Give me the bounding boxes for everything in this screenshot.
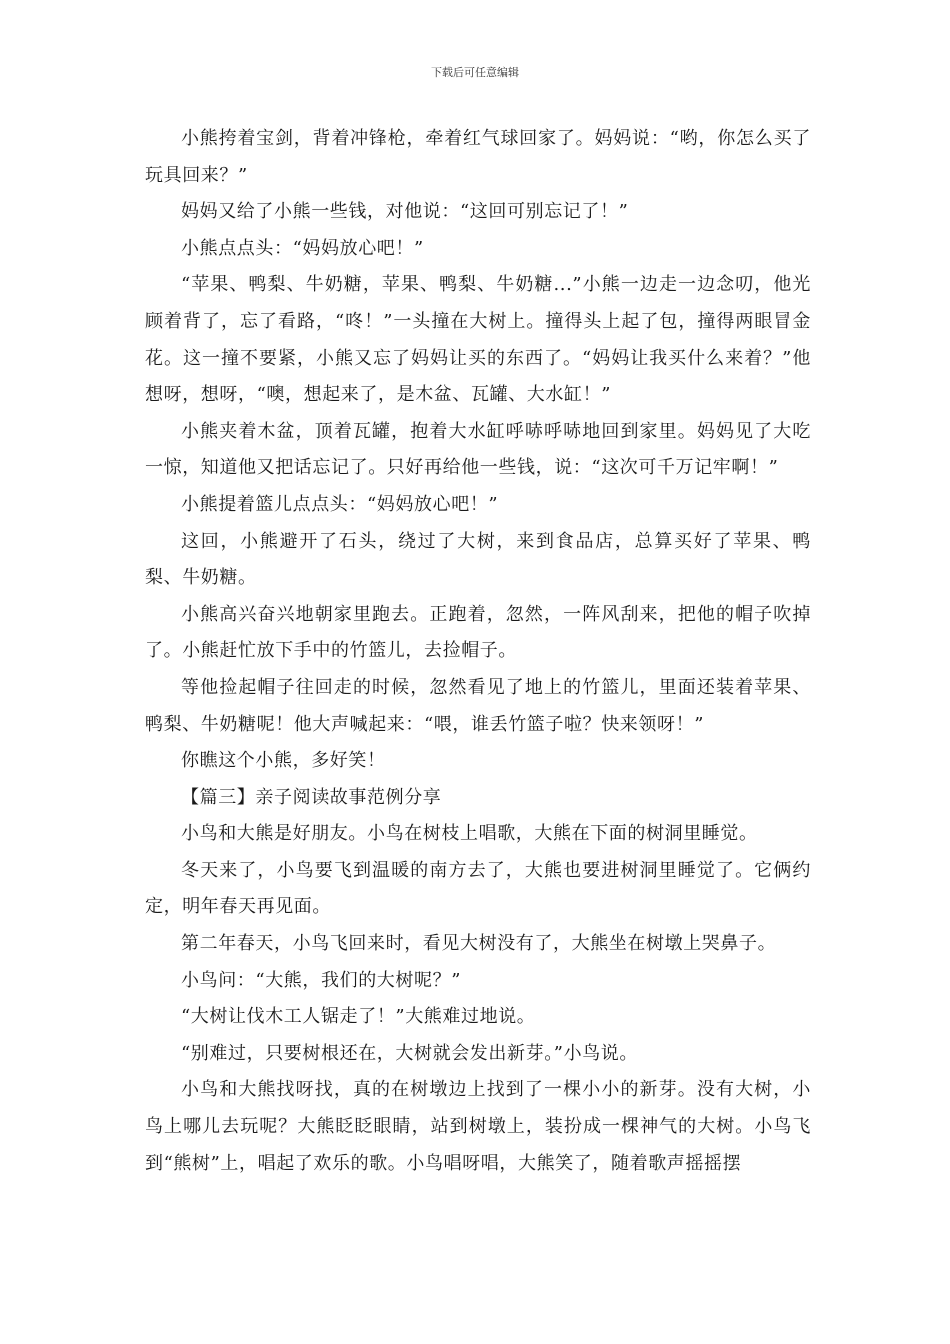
paragraph: 这回，小熊避开了石头，绕过了大树，来到食品店，总算买好了苹果、鸭梨、牛奶糖。	[145, 530, 811, 589]
paragraph: 等他捡起帽子往回走的时候，忽然看见了地上的竹篮儿，里面还装着苹果、鸭梨、牛奶糖呢！他大声喊起来：“喂，谁丢竹篮子啦？快来领呀！”	[145, 676, 811, 735]
paragraph: 小熊提着篮儿点点头：“妈妈放心吧！”	[181, 493, 499, 515]
paragraph: 小鸟和大熊是好朋友。小鸟在树枝上唱歌，大熊在下面的树洞里睡觉。	[181, 823, 758, 845]
paragraph: 冬天来了，小鸟要飞到温暖的南方去了，大熊也要进树洞里睡觉了。它俩约定，明年春天再见面。	[145, 859, 811, 918]
paragraph: 你瞧这个小熊，多好笑！	[181, 750, 386, 772]
section-heading: 【篇三】亲子阅读故事范例分享	[181, 786, 442, 808]
document-body	[145, 121, 811, 1182]
page-header: 下载后可任意编辑	[431, 66, 519, 79]
paragraph: “苹果、鸭梨、牛奶糖，苹果、鸭梨、牛奶糖...”小熊一边走一边念叨，他光顾着背了，忘了看路，“咚！”一头撞在大树上。撞得头上起了包，撞得两眼冒金花。这一撞不要紧，小熊又忘了妈妈让买的东西了。“妈妈让我买什么来着？”他想呀，想呀，“噢，想起来了，是木盆、瓦罐、大水缸！”	[145, 274, 811, 406]
paragraph: 小熊点点头：“妈妈放心吧！”	[181, 237, 424, 259]
paragraph: 小鸟问：“大熊，我们的大树呢？”	[181, 969, 462, 991]
paragraph: “别难过，只要树根还在，大树就会发出新芽。”小鸟说。	[181, 1042, 639, 1064]
paragraph: “大树让伐木工人锯走了！”大熊难过地说。	[181, 1006, 536, 1028]
paragraph: 小熊挎着宝剑，背着冲锋枪，牵着红气球回家了。妈妈说：“哟，你怎么买了玩具回来？”	[145, 128, 811, 186]
paragraph: 小熊高兴奋兴地朝家里跑去。正跑着，忽然，一阵风刮来，把他的帽子吹掉了。小熊赶忙放下手中的竹篮儿，去捡帽子。	[145, 603, 811, 662]
paragraph: 第二年春天，小鸟飞回来时，看见大树没有了，大熊坐在树墩上哭鼻子。	[181, 933, 777, 955]
paragraph: 小鸟和大熊找呀找，真的在树墩边上找到了一棵小小的新芽。没有大树，小鸟上哪儿去玩呢？大熊眨眨眼睛，站到树墩上，装扮成一棵神气的大树。小鸟飞到“熊树”上，唱起了欢乐的歌。小鸟唱呀唱，大熊笑了，随着歌声摇摇摆	[145, 1079, 811, 1174]
paragraph: 妈妈又给了小熊一些钱，对他说：“这回可别忘记了！”	[181, 201, 629, 223]
paragraph: 小熊夹着木盆，顶着瓦罐，抱着大水缸呼哧呼哧地回到家里。妈妈见了大吃一惊，知道他又把话忘记了。只好再给他一些钱，说：“这次可千万记牢啊！”	[145, 420, 811, 479]
